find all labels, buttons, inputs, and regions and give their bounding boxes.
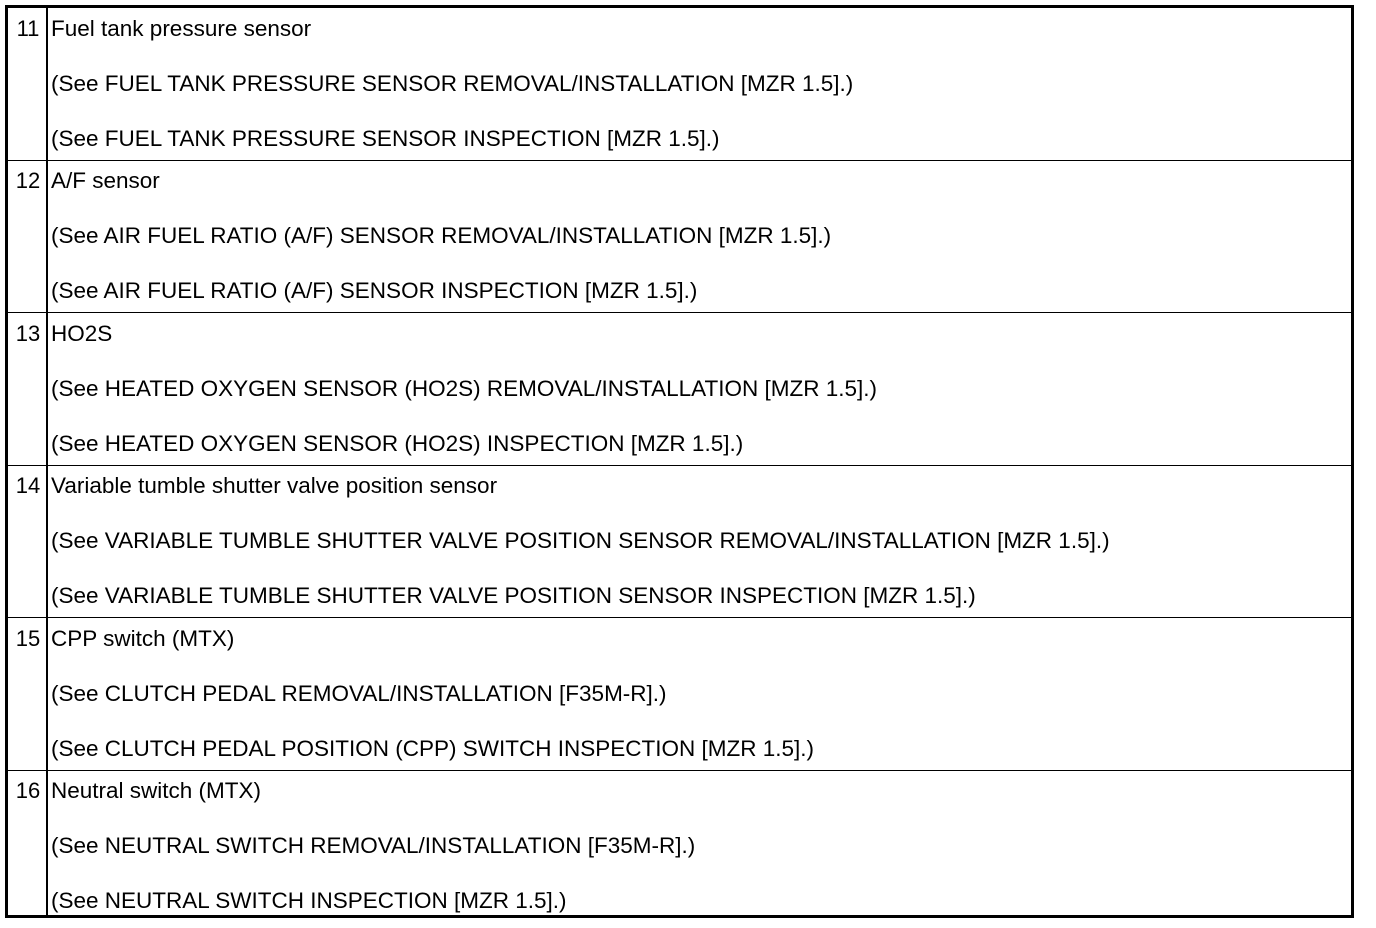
component-name: Fuel tank pressure sensor — [51, 16, 312, 41]
row-number: 14 — [15, 473, 41, 498]
row-number: 12 — [15, 168, 41, 193]
removal-installation-reference[interactable]: (See VARIABLE TUMBLE SHUTTER VALVE POSITION SENSOR REMOVAL/INSTALLATION [MZR 1.5].) — [51, 528, 1110, 553]
inspection-reference[interactable]: (See CLUTCH PEDAL POSITION (CPP) SWITCH INSPECTION [MZR 1.5].) — [51, 736, 815, 761]
table-row — [8, 8, 1351, 160]
row-number: 15 — [15, 626, 41, 651]
removal-installation-reference[interactable]: (See NEUTRAL SWITCH REMOVAL/INSTALLATION [F35M-R].) — [51, 833, 696, 858]
component-name: Variable tumble shutter valve position sensor — [51, 473, 498, 498]
component-table — [5, 5, 1354, 918]
table-row — [8, 770, 1351, 922]
component-name: A/F sensor — [51, 168, 160, 193]
row-number: 13 — [15, 321, 41, 346]
inspection-reference[interactable]: (See NEUTRAL SWITCH INSPECTION [MZR 1.5].) — [51, 888, 567, 913]
component-name: CPP switch (MTX) — [51, 626, 235, 651]
component-name: HO2S — [51, 321, 113, 346]
removal-installation-reference[interactable]: (See FUEL TANK PRESSURE SENSOR REMOVAL/INSTALLATION [MZR 1.5].) — [51, 71, 854, 96]
component-name: Neutral switch (MTX) — [51, 778, 262, 803]
table-row — [8, 465, 1351, 617]
removal-installation-reference[interactable]: (See AIR FUEL RATIO (A/F) SENSOR REMOVAL/INSTALLATION [MZR 1.5].) — [51, 223, 832, 248]
table-row — [8, 160, 1351, 312]
inspection-reference[interactable]: (See VARIABLE TUMBLE SHUTTER VALVE POSITION SENSOR INSPECTION [MZR 1.5].) — [51, 583, 976, 608]
removal-installation-reference[interactable]: (See CLUTCH PEDAL REMOVAL/INSTALLATION [F35M-R].) — [51, 681, 667, 706]
row-number: 11 — [16, 16, 40, 41]
inspection-reference[interactable]: (See AIR FUEL RATIO (A/F) SENSOR INSPECTION [MZR 1.5].) — [51, 278, 698, 303]
table-row — [8, 618, 1351, 770]
inspection-reference[interactable]: (See HEATED OXYGEN SENSOR (HO2S) INSPECTION [MZR 1.5].) — [51, 431, 744, 456]
inspection-reference[interactable]: (See FUEL TANK PRESSURE SENSOR INSPECTION [MZR 1.5].) — [51, 126, 720, 151]
row-number: 16 — [15, 778, 41, 803]
removal-installation-reference[interactable]: (See HEATED OXYGEN SENSOR (HO2S) REMOVAL/INSTALLATION [MZR 1.5].) — [51, 376, 877, 401]
table-row — [8, 313, 1351, 465]
